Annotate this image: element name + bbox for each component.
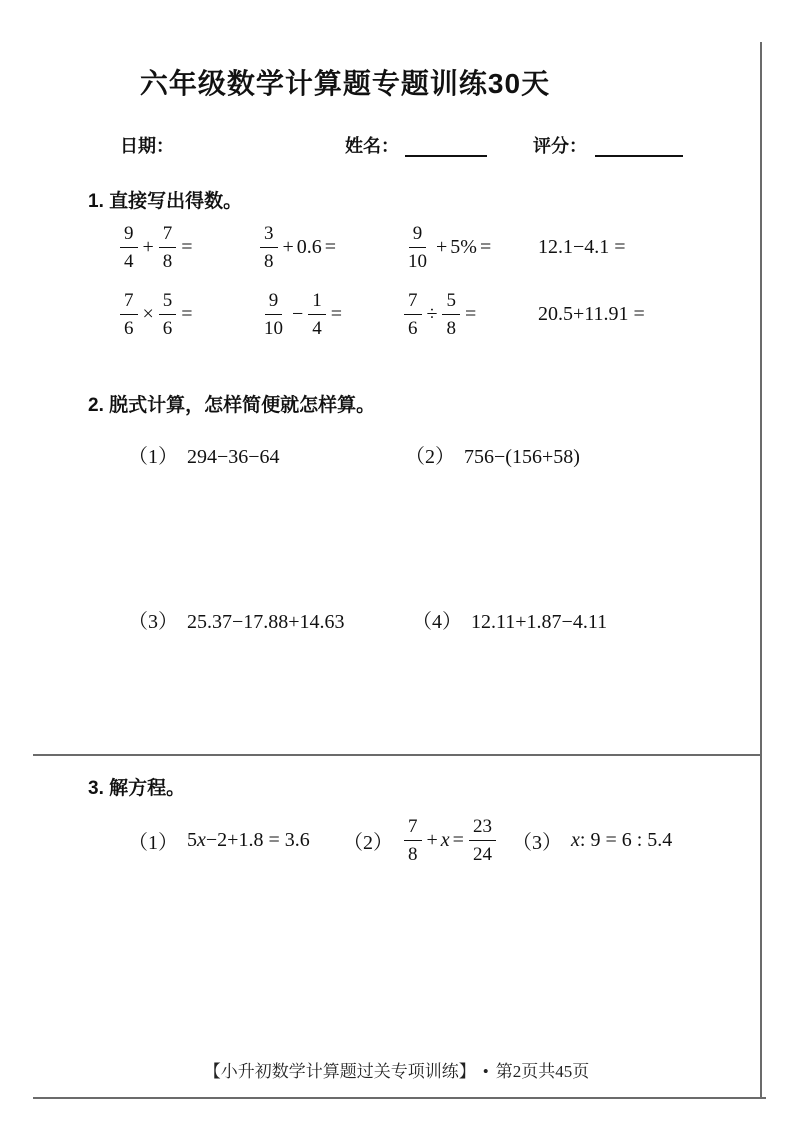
problem-number: （1） (128, 831, 178, 854)
fraction: $\frac{9}{10}$ (408, 222, 427, 272)
footer-rule (33, 1097, 766, 1099)
math-token: + (282, 235, 294, 258)
math-expression-1-1 (118, 217, 196, 277)
math-token: × (142, 302, 154, 325)
math-token: = (181, 302, 193, 325)
math-token: 5 (187, 828, 197, 851)
fraction: $\frac{3}{8}$ (260, 224, 278, 271)
fraction: $\frac{7}{8}$ (159, 224, 177, 271)
math-token: = (330, 302, 343, 325)
math-token: = (452, 828, 464, 851)
math-expression-1-2 (258, 217, 339, 277)
fraction: $\frac{7}{6}$ (404, 291, 422, 338)
math-token: ÷ (426, 302, 438, 325)
problem-expression: 12.11+1.87−4.11 (471, 611, 608, 633)
equation-tokens (571, 829, 672, 852)
section2-heading: 2. 脱式计算，怎样简便就怎样算。 (88, 395, 376, 416)
math-token: = (181, 235, 193, 258)
fraction: $\frac{9}{4}$ (120, 224, 138, 271)
date-label: 日期： (120, 136, 174, 156)
problem-2-2 (405, 440, 580, 469)
math-expression-2-4 (538, 284, 645, 344)
math-token: + (426, 828, 438, 851)
math-token: = (479, 235, 492, 258)
problem-number: （3） (512, 831, 562, 854)
math-token: x (571, 828, 580, 851)
problem-expression: 25.37−17.88+14.63 (187, 611, 345, 633)
fraction: $\frac{7}{6}$ (120, 291, 138, 338)
problem-number: （4） (412, 611, 462, 633)
math-expression-2-2 (258, 284, 345, 344)
fraction: $\frac{1}{4}$ (308, 291, 326, 338)
problem-number: （2） (405, 446, 455, 468)
footer-page-info: 第2页共45页 (495, 1062, 590, 1081)
math-expression-2-1 (118, 284, 196, 344)
problem-number: （3） (128, 611, 178, 633)
equation-3-3 (512, 810, 672, 870)
math-token: x (440, 828, 450, 851)
name-blank-line (405, 155, 487, 157)
fraction: $\frac{23}{24}$ (469, 817, 496, 864)
math-token: = (324, 235, 337, 258)
math-expression-1-3 (402, 217, 494, 277)
math-token: = (464, 302, 477, 325)
equation-tokens (402, 817, 498, 864)
section1-heading: 1. 直接写出得数。 (88, 191, 243, 212)
name-label: 姓名： (345, 136, 399, 156)
problem-2-3 (128, 605, 345, 634)
fraction: $\frac{7}{8}$ (404, 817, 422, 864)
equation-3-1 (128, 810, 310, 870)
right-border-rule (760, 42, 762, 1098)
page-footer (0, 1057, 793, 1082)
math-token: 12.1−4.1 = (538, 235, 626, 258)
problem-expression: 756−(156+58) (464, 446, 580, 468)
math-token: : 9 = 6 : 5.4 (579, 828, 673, 851)
footer-brand: 【小升初数学计算题过关专项训练】 (203, 1062, 476, 1081)
equation-tokens (187, 829, 310, 852)
math-token: + (142, 235, 154, 258)
problem-number: （1） (128, 446, 178, 468)
problem-2-1 (128, 440, 280, 469)
problem-expression: 294−36−64 (187, 446, 280, 468)
section3-heading: 3. 解方程。 (88, 778, 186, 799)
math-token: 0.6 (296, 235, 322, 258)
score-label: 评分： (533, 136, 587, 156)
math-token: − (292, 302, 304, 325)
equation-3-2 (343, 810, 498, 870)
fraction: $\frac{9}{10}$ (264, 289, 283, 339)
problem-number: （2） (343, 831, 393, 854)
math-token: + (436, 235, 448, 258)
page-title: 六年级数学计算题专题训练30天 (139, 68, 551, 99)
math-expression-2-3 (402, 284, 479, 344)
math-expression-1-4 (538, 217, 626, 277)
math-token: −2+1.8 = 3.6 (205, 828, 310, 851)
math-token: x (197, 828, 206, 851)
score-blank-line (595, 155, 683, 157)
math-token: 5% (450, 235, 477, 258)
fraction: $\frac{5}{6}$ (159, 291, 177, 338)
fraction: $\frac{5}{8}$ (442, 291, 460, 338)
math-token: 20.5+11.91 = (538, 302, 645, 325)
problem-2-4 (412, 605, 607, 634)
section-divider-rule (33, 754, 761, 756)
footer-separator: • (482, 1062, 489, 1081)
